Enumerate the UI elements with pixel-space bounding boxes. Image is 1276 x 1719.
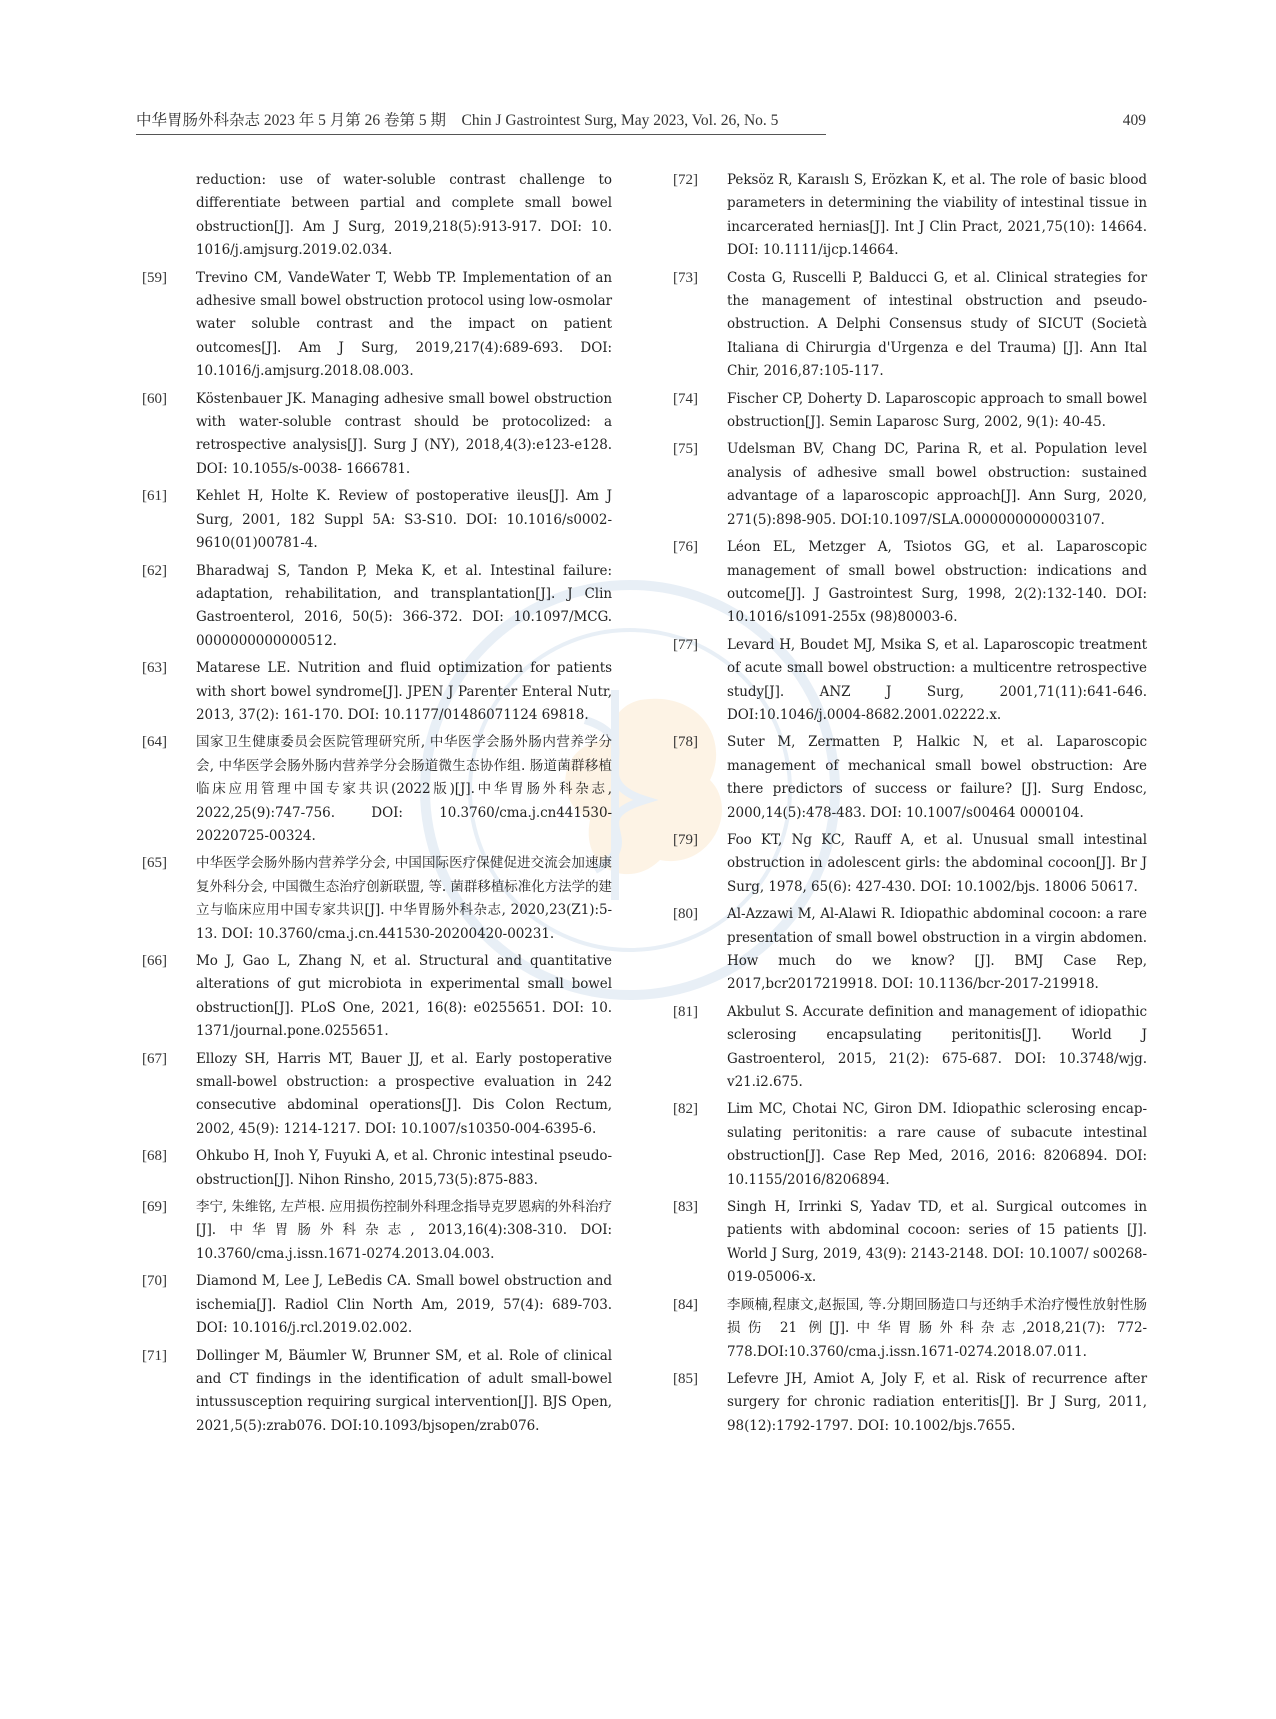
reference-item <box>673 903 1147 997</box>
reference-text: Fischer CP, Doherty D. Laparoscopic approach to small bowel obstruction[J]. Semin Laparosc Surg, 2002, 9(1): 40-45. <box>727 390 1147 431</box>
reference-text: Levard H, Boudet MJ, Msika S, et al. Laparoscopic treatment of acute small bowel obstruction: a multicentre retrospective study[J]. ANZ J Surg, 2001,71(11):641-646. DOI:10.1046/j.0004-8682.2001.02222.x. <box>727 636 1147 723</box>
reference-number: [63] <box>142 660 167 677</box>
reference-item <box>673 1098 1147 1192</box>
reference-number: [84] <box>673 1296 698 1313</box>
reference-item <box>142 852 612 946</box>
reference-item <box>673 388 1147 435</box>
reference-number: [68] <box>142 1148 167 1165</box>
reference-text: Bharadwaj S, Tandon P, Meka K, et al. Intestinal failure: adaptation, rehabilitation, and transplantation[J]. J Clin Gastroenterol, 2016, 50(5): 366-372. DOI: 10.1097/MCG. 0000000000000512. <box>196 562 612 649</box>
reference-item <box>673 634 1147 728</box>
reference-text: Foo KT, Ng KC, Rauff A, et al. Unusual small intestinal obstruction in adolescent girls: the abdominal cocoon[J]. Br J Surg, 1978, 65(6): 427-430. DOI: 10.1002/bjs. 18006 50617. <box>727 831 1147 895</box>
reference-number: [70] <box>142 1273 167 1290</box>
reference-text: Lim MC, Chotai NC, Giron DM. Idiopathic sclerosing encap-sulating peritonitis: a rare cause of subacute intestinal obstruction[J]. Case Rep Med, 2016, 2016: 8206894. DOI: 10.1155/2016/8206894. <box>727 1101 1147 1188</box>
reference-number: [81] <box>673 1003 698 1020</box>
reference-item <box>142 1345 612 1439</box>
reference-item <box>142 485 612 555</box>
reference-item <box>673 731 1147 825</box>
reference-text: Trevino CM, VandeWater T, Webb TP. Implementation of an adhesive small bowel obstruction protocol using low-osmolar water soluble contrast and the impact on patient outcomes[J]. Am J Surg, 2019,217(4):689-693. DOI: 10.1016/j.amjsurg.2018.08.003. <box>196 269 612 380</box>
reference-number: [79] <box>673 831 698 848</box>
reference-text: Singh H, Irrinki S, Yadav TD, et al. Surgical outcomes in patients with abdominal cocoon: series of 15 patients [J]. World J Surg, 2019, 43(9): 2143-2148. DOI: 10.1007/ s00268-019-05006-x. <box>727 1199 1147 1286</box>
reference-text: Ellozy SH, Harris MT, Bauer JJ, et al. Early postoperative small-bowel obstruction: a prospective evaluation in 242 consecutive abdominal operations[J]. Dis Colon Rectum, 2002, 45(9): 1214-1217. DOI: 10.1007/s10350-004-6395-6. <box>196 1050 612 1137</box>
reference-number: [85] <box>673 1370 698 1387</box>
reference-item <box>673 1001 1147 1095</box>
reference-text: Lefevre JH, Amiot A, Joly F, et al. Risk of recurrence after surgery for chronic radiation enteritis[J]. Br J Surg, 2011, 98(12):1792-1797. DOI: 10.1002/bjs.7655. <box>727 1370 1147 1434</box>
reference-text: Ohkubo H, Inoh Y, Fuyuki A, et al. Chronic intestinal pseudo-obstruction[J]. Nihon Rinsho, 2015,73(5):875-883. <box>196 1148 612 1188</box>
reference-number: [66] <box>142 953 167 969</box>
reference-text: reduction: use of water-soluble contrast challenge to differentiate between partial and complete small bowel obstruction[J]. Am J Surg, 2019,218(5):913-917. DOI: 10. 1016/j.amjsurg.2019.02.034. <box>196 172 612 259</box>
reference-number: [80] <box>673 906 698 923</box>
reference-item <box>142 1145 612 1192</box>
reference-number: [76] <box>673 539 698 556</box>
reference-number: [61] <box>142 488 167 505</box>
reference-item <box>673 829 1147 899</box>
reference-text: Köstenbauer JK. Managing adhesive small bowel obstruction with water-soluble contrast should be protocolized: a retrospective analysis[J]. Surg J (NY), 2018,4(3):e123-e128. DOI: 10.1055/s-0038- 1666781. <box>196 390 612 477</box>
reference-number: [72] <box>673 172 698 188</box>
reference-number: [67] <box>142 1050 167 1067</box>
reference-number: [83] <box>673 1199 698 1216</box>
reference-text: Costa G, Ruscelli P, Balducci G, et al. Clinical strategies for the management of intestinal obstruction and pseudo-obstruction. A Delphi Consensus study of SICUT (Società Italiana di Chirurgia d'Urgenza e del Trauma) [J]. Ann Ital Chir, 2016,87:105-117. <box>727 269 1147 380</box>
reference-number: [64] <box>142 734 167 751</box>
reference-number: [74] <box>673 390 698 407</box>
reference-number: [62] <box>142 562 167 579</box>
reference-item <box>673 438 1147 532</box>
reference-number: [71] <box>142 1347 167 1364</box>
reference-text: 中华医学会肠外肠内营养学分会, 中国国际医疗保健促进交流会加速康复外科分会, 中国微生态治疗创新联盟, 等. 菌群移植标准化方法学的建立与临床应用中国专家共识[J]. 中华胃肠外科杂志, 2020,23(Z1):5-13. DOI: 10.3760/cma.j.cn.441530-20200420-00231. <box>196 855 612 942</box>
reference-text: 李顾楠,程康文,赵振国, 等.分期回肠造口与还纳手术治疗慢性放射性肠损伤 21 例[J].中华胃肠外科杂志,2018,21(7): 772-778.DOI:10.3760/cma.j.issn.1671-0274.2018.07.011. <box>727 1296 1147 1360</box>
reference-text: Matarese LE. Nutrition and fluid optimization for patients with short bowel syndrome[J]. JPEN J Parenter Enteral Nutr, 2013, 37(2): 161-170. DOI: 10.1177/01486071124 69818. <box>196 660 612 723</box>
reference-number: [75] <box>673 441 698 458</box>
reference-text: Al-Azzawi M, Al-Alawi R. Idiopathic abdominal cocoon: a rare presentation of small bowel obstruction in a virgin abdomen. How much do we know? [J]. BMJ Case Rep, 2017,bcr2017219918. DOI: 10.1136/bcr-2017-219918. <box>727 906 1147 993</box>
reference-item <box>142 169 612 263</box>
reference-text: Akbulut S. Accurate definition and management of idiopathic sclerosing encapsulating peritonitis[J]. World J Gastroenterol, 2015, 21(2): 675-687. DOI: 10.3748/wjg. v21.i2.675. <box>727 1003 1147 1091</box>
reference-number: [69] <box>142 1199 167 1216</box>
reference-item <box>142 267 612 384</box>
reference-item <box>142 1196 612 1266</box>
reference-text: Dollinger M, Bäumler W, Brunner SM, et al. Role of clinical and CT findings in the identification of adult small-bowel intussusception requiring surgical intervention[J]. BJS Open, 2021,5(5):zrab076. DOI:10.1093/bjsopen/zrab076. <box>196 1347 612 1434</box>
reference-number: [78] <box>673 734 698 751</box>
reference-item <box>673 1368 1147 1438</box>
reference-number: [59] <box>142 269 167 286</box>
reference-item <box>142 1048 612 1142</box>
reference-item <box>673 267 1147 384</box>
running-header <box>136 110 1146 134</box>
reference-item <box>673 169 1147 263</box>
reference-text: Diamond M, Lee J, LeBedis CA. Small bowel obstruction and ischemia[J]. Radiol Clin North Am, 2019, 57(4): 689-703. DOI: 10.1016/j.rcl.2019.02.002. <box>196 1273 612 1337</box>
reference-number: [60] <box>142 390 167 407</box>
reference-item <box>673 536 1147 630</box>
reference-item <box>142 731 612 848</box>
reference-text: Kehlet H, Holte K. Review of postoperative ileus[J]. Am J Surg, 2001, 182 Suppl 5A: S3-S10. DOI: 10.1016/s0002-9610(01)00781-4. <box>196 488 612 552</box>
references-right-column <box>673 169 1147 1442</box>
reference-number: [77] <box>673 636 698 653</box>
reference-item <box>142 657 612 727</box>
reference-item <box>673 1294 1147 1364</box>
reference-text: 国家卫生健康委员会医院管理研究所, 中华医学会肠外肠内营养学分会, 中华医学会肠外肠内营养学分会肠道微生态协作组. 肠道菌群移植临床应用管理中国专家共识(2022版)[J].中华胃肠外科杂志, 2022,25(9):747-756. DOI: 10.3760/cma.j.cn441530-20220725-00324. <box>196 734 612 844</box>
reference-text: Léon EL, Metzger A, Tsiotos GG, et al. Laparoscopic management of small bowel obstruction: indications and outcome[J]. J Gastrointest Surg, 1998, 2(2):132-140. DOI: 10.1016/s1091-255x (98)80003-6. <box>727 539 1147 626</box>
reference-text: Udelsman BV, Chang DC, Parina R, et al. Population level analysis of adhesive small bowel obstruction: sustained advantage of a laparoscopic approach[J]. Ann Surg, 2020, 271(5):898-905. DOI:10.1097/SLA.0000000000003107. <box>727 441 1147 528</box>
reference-text: Mo J, Gao L, Zhang N, et al. Structural and quantitative alterations of gut microbiota in experimental small bowel obstruction[J]. PLoS One, 2021, 16(8): e0255651. DOI: 10. 1371/journal.pone.0255651. <box>196 953 612 1040</box>
reference-number: [73] <box>673 269 698 286</box>
reference-item <box>673 1196 1147 1290</box>
reference-number: [82] <box>673 1101 698 1118</box>
reference-text: Peksöz R, Karaıslı S, Erözkan K, et al. The role of basic blood parameters in determining the viability of intestinal tissue in incarcerated hernias[J]. Int J Clin Pract, 2021,75(10): 14664. DOI: 10.1111/ijcp.14664. <box>727 172 1147 259</box>
reference-item <box>142 388 612 482</box>
reference-text: Suter M, Zermatten P, Halkic N, et al. Laparoscopic management of mechanical small bowel obstruction: Are there predictors of success or failure? [J]. Surg Endosc, 2000,14(5):478-483. DOI: 10.1007/s00464 0000104. <box>727 734 1147 821</box>
references-left-column <box>142 169 612 1442</box>
journal-title: 中华胃肠外科杂志 2023 年 5 月第 26 卷第 5 期 Chin J Gastrointest Surg, May 2023, Vol. 26, No. 5 <box>136 110 826 135</box>
reference-item <box>142 1270 612 1340</box>
reference-number: [65] <box>142 855 167 872</box>
reference-item <box>142 950 612 1044</box>
reference-item <box>142 560 612 654</box>
reference-text: 李宁, 朱维铭, 左芦根. 应用损伤控制外科理念指导克罗恩病的外科治疗[J]. 中华胃肠外科杂志, 2013,16(4):308-310. DOI: 10.3760/cma.j.issn.1671-0274.2013.04.003. <box>196 1199 612 1262</box>
page-number: 409 <box>1122 112 1146 129</box>
